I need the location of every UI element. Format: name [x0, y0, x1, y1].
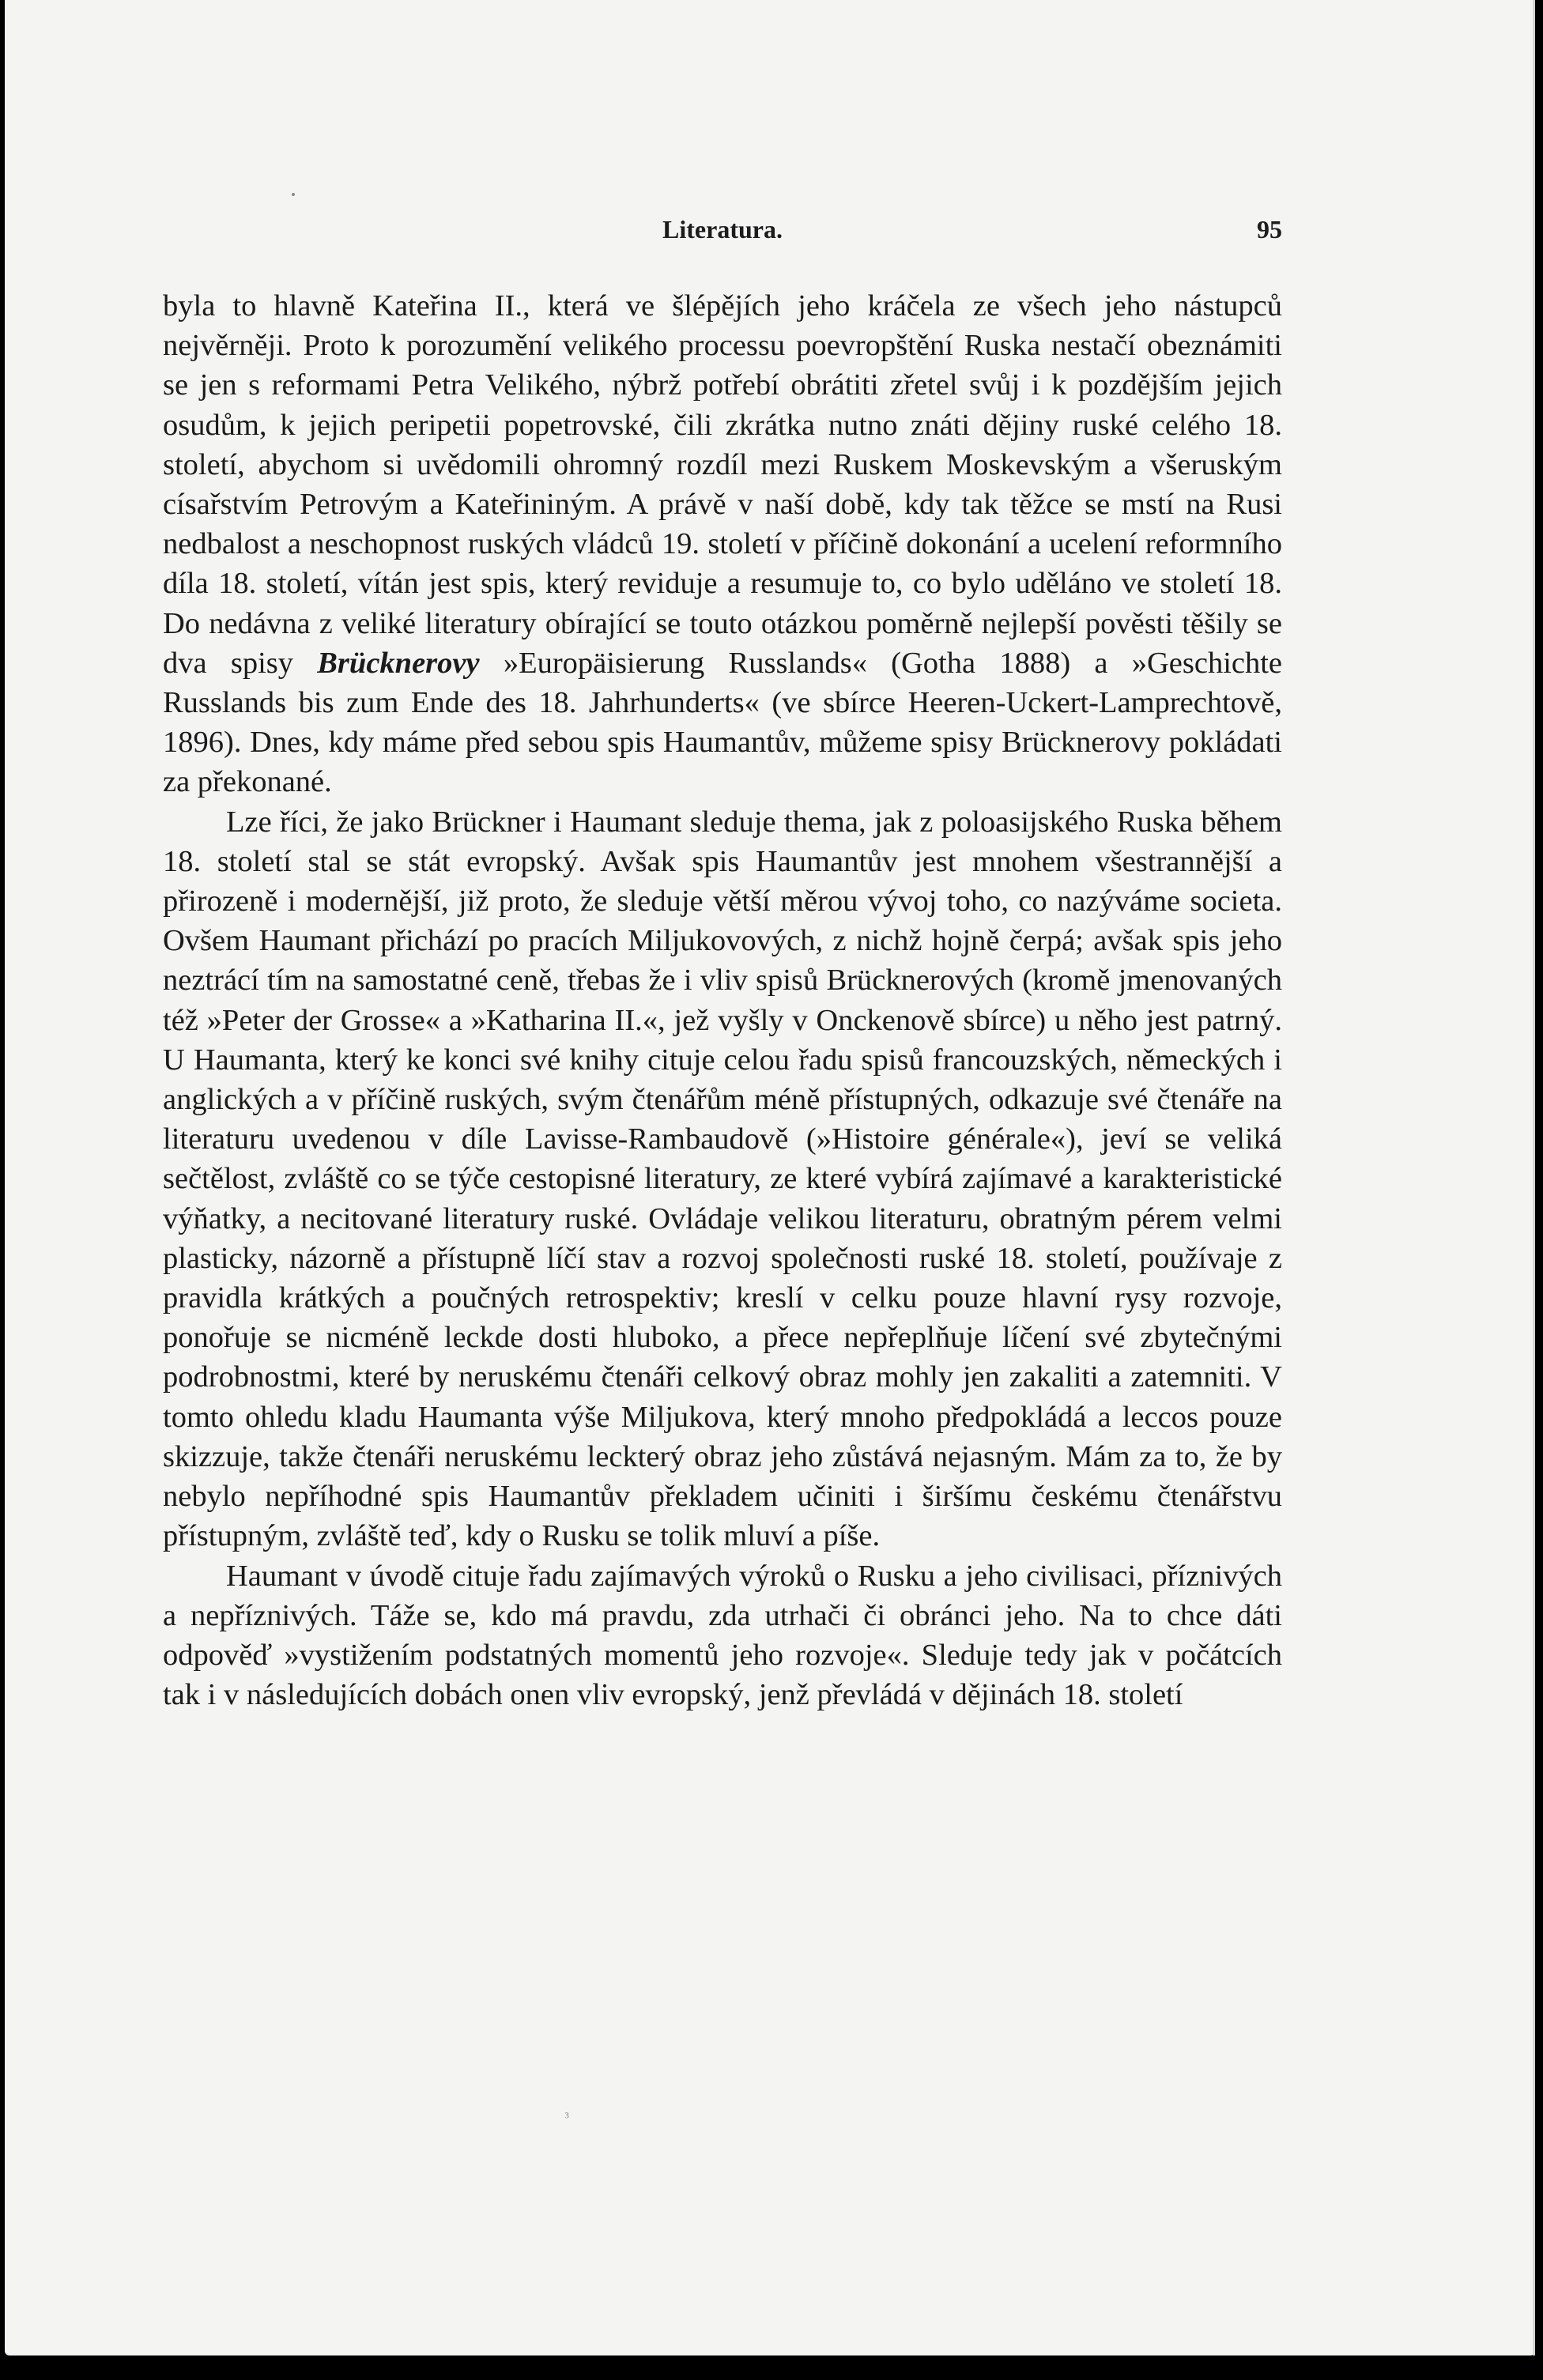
- paragraph-1-text: byla to hlavně Kateřina II., která ve šlépějích jeho kráčela ze všech jeho nástupců nejvěrněji. Proto k porozumění velikého processu poevropštění Ruska nestačí obeznámiti se jen s reformami Petra Velikého, nýbrž potřebí obrátiti zřetel svůj i k pozdějším jejich osudům, k jejich peripetii popetrovské, čili zkrátka nutno znáti dějiny ruské celého 18. století, abychom si uvědomili ohromný rozdíl mezi Ruskem Moskevským a všeruským císařstvím Petrovým a Kateřininým. A právě v naší době, kdy tak těžce se mstí na Rusi nedbalost a neschopnost ruských vládců 19. století v příčině dokonání a ucelení reformního díla 18. století, vítán jest spis, který reviduje a resumuje to, co bylo uděláno ve století 18. Do nedávna z veliké literatury obírající se touto otázkou poměrně nejlepší pověsti těšily se dva spisy: [163, 289, 1282, 680]
- page-number: 95: [1257, 215, 1282, 243]
- running-title: Literatura.: [662, 215, 783, 243]
- author-reference: Brücknerovy: [317, 646, 480, 680]
- scan-footer-mark: ₃: [564, 2103, 570, 2118]
- paragraph-1: [163, 286, 1282, 802]
- running-header: [163, 215, 1282, 247]
- page-edge: [1533, 0, 1535, 2355]
- body-text: [163, 286, 1282, 1714]
- scan-speck: [292, 193, 295, 196]
- book-page: [5, 0, 1535, 2355]
- paragraph-1-text-continued: »Europäisierung Russlands« (Gotha 1888) a »Geschichte Russlands bis zum Ende des 18. Jahrhunderts« (ve sbírce Heeren-Uckert-Lamprechtově, 1896). Dnes, kdy máme před sebou spis Haumantův, můžeme spisy Brücknerovy pokládati za překonané.: [163, 646, 1283, 799]
- paragraph-3: Haumant v úvodě cituje řadu zajímavých výroků o Rusku a jeho civilisaci, příznivých a nepříznivých. Táže se, kdo má pravdu, zda utrhači či obránci jeho. Na to chce dáti odpověď »vystižením podstatných momentů jeho rozvoje«. Sleduje tedy jak v počátcích tak i v následujících dobách onen vliv evropský, jenž převládá v dějinách 18. století: [163, 1559, 1282, 1712]
- paragraph-2: Lze říci, že jako Brückner i Haumant sleduje thema, jak z poloasijského Ruska během 18. století stal se stát evropský. Avšak spis Haumantův jest mnohem všestrannější a přirozeně i modernější, již proto, že sleduje větší měrou vývoj toho, co nazýváme societa. Ovšem Haumant přichází po pracích Miljukovových, z nichž hojně čerpá; avšak spis jeho neztrácí tím na samostatné ceně, třebas že i vliv spisů Brücknerových (kromě jmenovaných též »Peter der Grosse« a »Katharina II.«, jež vyšly v Onckenově sbírce) u něho jest patrný. U Haumanta, který ke konci své knihy cituje celou řadu spisů francouzských, německých i anglických a v příčině ruských, svým čtenářům méně přístupných, odkazuje své čtenáře na literaturu uvedenou v díle Lavisse-Rambaudově (»Histoire générale«), jeví se veliká sečtělost, zvláště co se týče cestopisné literatury, ze které vybírá zajímavé a karakteristické výňatky, a necitované literatury ruské. Ovládaje velikou literaturu, obratným pérem velmi plasticky, názorně a přístupně líčí stav a rozvoj společnosti ruské 18. století, používaje z pravidla krátkých a poučných retrospektiv; kreslí v celku pouze hlavní rysy rozvoje, ponořuje se nicméně leckde dosti hluboko, a přece nepřeplňuje líčení své zbytečnými podrobnostmi, které by neruskému čtenáři celkový obraz mohly jen zakaliti a zatemniti. V tomto ohledu kladu Haumanta výše Miljukova, který mnoho předpokládá a leccos pouze skizzuje, takže čtenáři neruskému leckterý obraz jeho zůstává nejasným. Mám za to, že by nebylo nepříhodné spis Haumantův překladem učiniti i širšímu českému čtenářstvu přístupným, zvláště teď, kdy o Rusku se tolik mluví a píše.: [163, 805, 1282, 1553]
